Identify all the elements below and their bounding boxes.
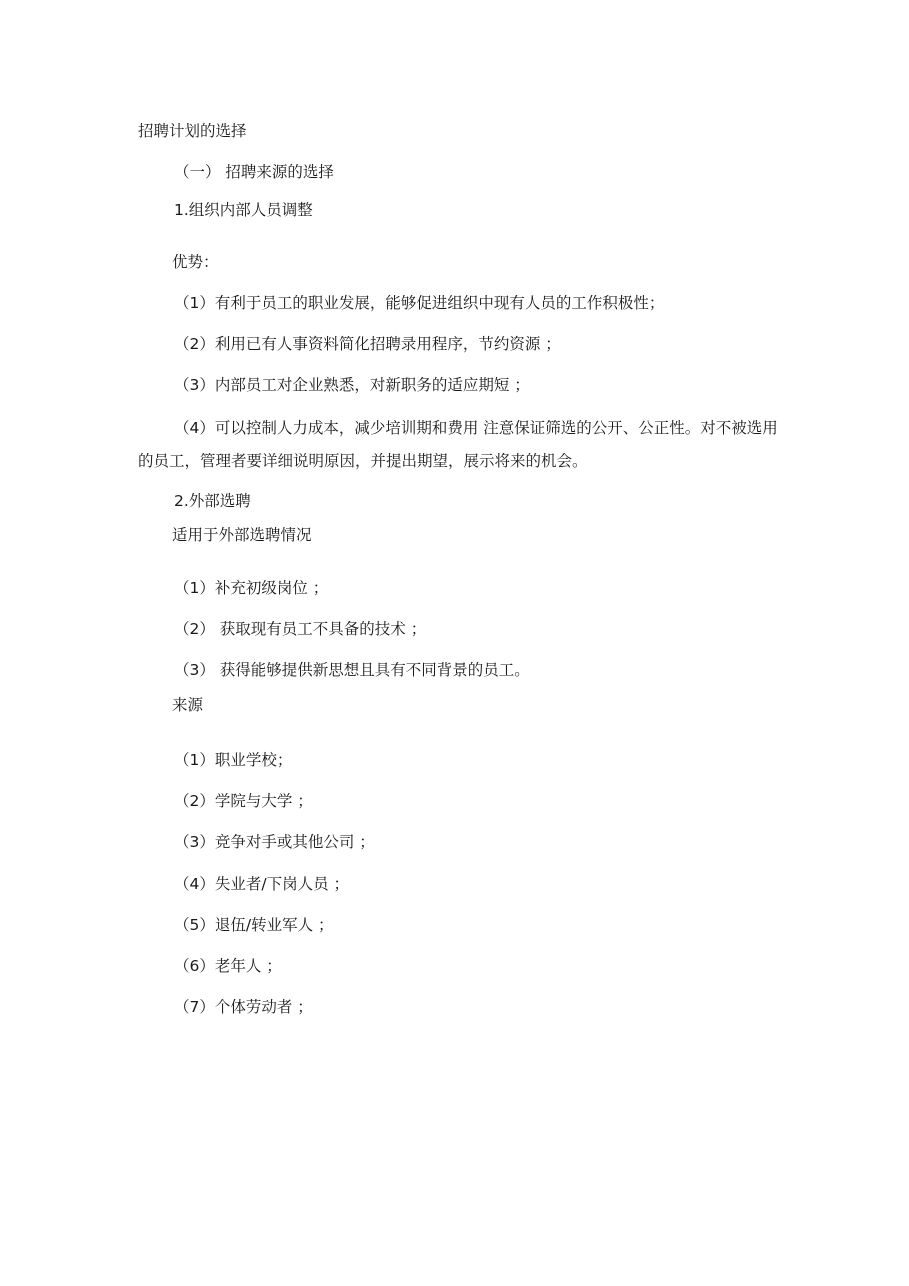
list-item: （2） 获取现有员工不具备的技术 ； [174,620,427,638]
section-heading: （一） 招聘来源的选择 [174,163,334,181]
external-heading: 2.外部选聘 [174,492,251,510]
list-item: （7）个体劳动者 ； [174,998,313,1016]
list-item-wrapped: （4）可以控制人力成本，减少培训期和费用 注意保证筛选的公开、公正性。对不被选用的员工，管理者要详细说明原因，并提出期望，展示将来的机会。 [138,419,778,470]
advantages-label: 优势： [172,253,219,271]
list-item: （2）学院与大学 ； [174,792,313,810]
list-item: （1）有利于员工的职业发展，能够促进组织中现有人员的工作积极性； [174,294,665,312]
list-item: （6）老年人 ； [174,957,282,975]
list-item: （1）补充初级岗位 ； [174,579,329,597]
applicable-label: 适用于外部选聘情况 [172,526,312,544]
internal-heading: 1.组织内部人员调整 [174,201,313,219]
sources-label: 来源 [172,696,204,714]
list-item: （5）退伍/转业军人 ； [174,916,334,934]
document-title: 招聘计划的选择 [138,122,247,140]
list-item: （1）职业学校； [174,751,293,769]
list-item: （4）失业者/下岗人员 ； [174,875,350,893]
list-item: （3）竞争对手或其他公司 ； [174,833,375,851]
list-item: （3）内部员工对企业熟悉，对新职务的适应期短 ； [174,376,530,394]
list-item: （3） 获得能够提供新思想且具有不同背景的员工。 [174,661,530,679]
list-item: （2）利用已有人事资料简化招聘录用程序，节约资源 ； [174,335,561,353]
